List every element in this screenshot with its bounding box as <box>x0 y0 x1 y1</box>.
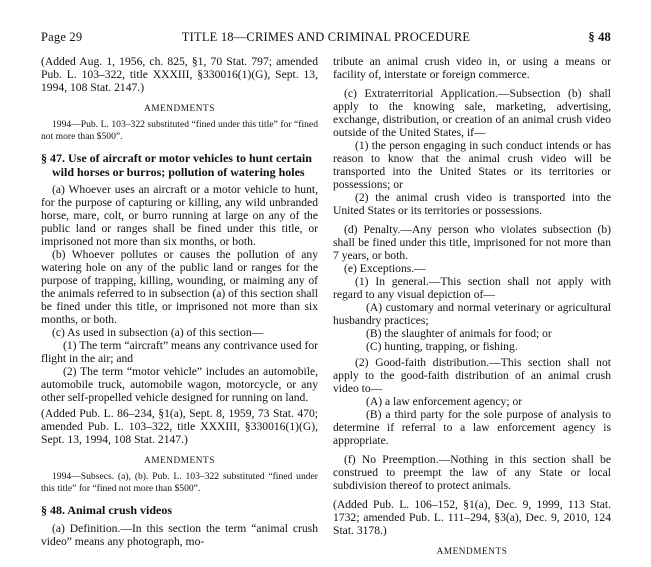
page-header <box>41 30 611 46</box>
amendments-heading: AMENDMENTS <box>144 103 215 113</box>
amendment-note: 1994—Pub. L. 103–322 substituted “fined under this title” for “fined not more than $500”. <box>41 119 318 142</box>
subsection-e2A: (A) a law enforcement agency; or <box>366 395 523 408</box>
section-48-heading: § 48. Animal crush videos <box>41 503 173 517</box>
subsection-c: (c) Extraterritorial Application.—Subsection (b) shall apply to the knowing sale, marketing, advertising, exchange, distribution, or creation of an animal crush video outside of the United States, if— <box>333 87 611 139</box>
subsection-e1: (1) In general.—This section shall not apply with regard to any visual depiction of— <box>333 275 611 301</box>
subsection-e: (e) Exceptions.— <box>344 262 426 275</box>
subsection-f: (f) No Preemption.—Nothing in this section shall be construed to preempt the law of any State or local subdivision thereof to protect animals. <box>333 453 611 492</box>
section-47-c: (c) As used in subsection (a) of this section— <box>52 326 264 339</box>
subsection-e1A: (A) customary and normal veterinary or agricultural husbandry practices; <box>333 301 611 327</box>
subsection-c1: (1) the person engaging in such conduct intends or has reason to know that the animal crush video will be transported into the United States or its territories or possessions; or <box>333 139 611 191</box>
section-47-heading: § 47. Use of aircraft or motor vehicles to hunt certain wild horses or burros; pollution of watering holes <box>41 151 312 179</box>
subsection-e1C: (C) hunting, trapping, or fishing. <box>366 340 518 353</box>
subsection-e2B: (B) a third party for the sole purpose of analysis to determine if referral to a law enforcement agency is appropriate. <box>333 408 611 447</box>
section-48-a: (a) Definition.—In this section the term “animal crush video” means any photograph, mo- <box>41 521 318 548</box>
left-column <box>41 55 318 548</box>
section-47-c2: (2) The term “motor vehicle” includes an automobile, automobile truck, automobile wagon, motorcycle, or any other self-propelled vehicle designed for running on land. <box>41 365 318 404</box>
source-note: (Added Pub. L. 106–152, §1(a), Dec. 9, 1999, 113 Stat. 1732; amended Pub. L. 111–294, §3(a), Dec. 9, 2010, 124 Stat. 3178.) <box>333 498 611 537</box>
subsection-e1B: (B) the slaughter of animals for food; or <box>366 327 552 340</box>
section-marker: § 48 <box>588 30 611 44</box>
source-note: (Added Pub. L. 86–234, §1(a), Sept. 8, 1959, 73 Stat. 470; amended Pub. L. 103–322, title XXXIII, §330016(1)(G), Sept. 13, 1994, 108 Stat. 2147.) <box>41 407 318 446</box>
continued-text: tribute an animal crush video in, or using a means or facility of, interstate or foreign commerce. <box>333 55 611 81</box>
amendments-heading: AMENDMENTS <box>144 455 215 465</box>
section-47-c1: (1) The term “aircraft” means any contrivance used for flight in the air; and <box>41 339 318 365</box>
amendments-heading: AMENDMENTS <box>436 546 508 556</box>
right-column <box>333 55 611 562</box>
subsection-c2: (2) the animal crush video is transported into the United States or its territories or possessions. <box>333 191 611 217</box>
subsection-e2: (2) Good-faith distribution.—This section shall not apply to the good-faith distribution of an animal crush video to— <box>333 356 611 395</box>
subsection-d: (d) Penalty.—Any person who violates subsection (b) shall be fined under this title, imprisoned for not more than 7 years, or both. <box>333 223 611 262</box>
running-title: TITLE 18—CRIMES AND CRIMINAL PROCEDURE <box>181 30 471 44</box>
amendment-note: 1994—Subsecs. (a), (b). Pub. L. 103–322 substituted “fined under this title” for “fined not more than $500”. <box>41 471 318 494</box>
section-47-b: (b) Whoever pollutes or causes the pollution of any watering hole on any of the public land or ranges for the purpose of trapping, killing, wounding, or maiming any of the animals referred to in subsection (a) of this section shall be fined under this title, or imprisoned not more than six months, or both. <box>41 248 318 326</box>
source-note: (Added Aug. 1, 1956, ch. 825, §1, 70 Stat. 797; amended Pub. L. 103–322, title XXXIII, §330016(1)(G), Sept. 13, 1994, 108 Stat. 2147.) <box>41 55 318 94</box>
page-number: Page 29 <box>41 30 83 44</box>
section-47-a: (a) Whoever uses an aircraft or a motor vehicle to hunt, for the purpose of capturing or killing, any wild unbranded horse, mare, colt, or burro running at large on any of the public land or ranges shall be fined under this title, or imprisoned not more than six months, or both. <box>41 183 318 248</box>
